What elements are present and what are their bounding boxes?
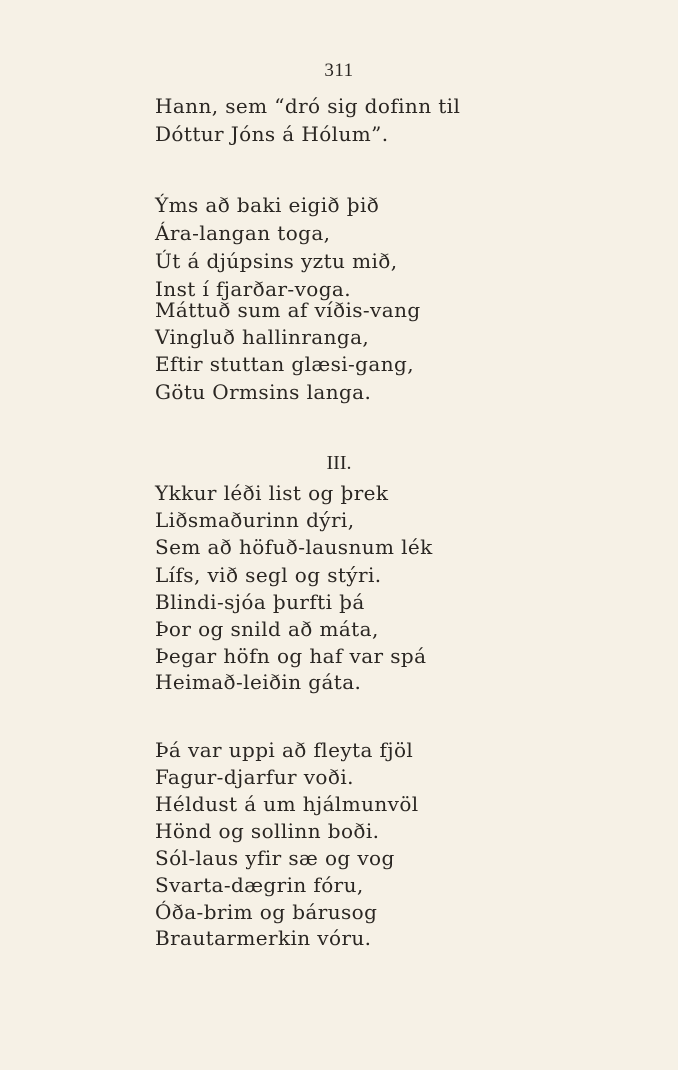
- stanza-3-line-7: Óða-brim og bárusog: [155, 900, 378, 924]
- stanza-2-line-6: Þor og snild að máta,: [155, 617, 379, 641]
- stanza-1-line-8: Götu Ormsins langa.: [155, 380, 372, 404]
- stanza-2-line-5: Blindi-sjóa þurfti þá: [155, 590, 365, 614]
- stanza-3-line-1: Þá var uppi að fleyta fjöl: [155, 738, 414, 762]
- stanza-2-line-4: Lífs, við segl og stýri.: [155, 563, 382, 587]
- section-heading: III.: [326, 452, 352, 474]
- stanza-2-line-7: Þegar höfn og haf var spá: [155, 644, 427, 668]
- stanza-2-line-3: Sem að höfuð-lausnum lék: [155, 535, 433, 559]
- stanza-3-line-2: Fagur-djarfur voði.: [155, 765, 354, 789]
- stanza-1-line-7: Eftir stuttan glæsi-gang,: [155, 352, 414, 376]
- intro-line-1: Hann, sem “dró sig dofinn til: [155, 94, 461, 118]
- stanza-1-line-5: Máttuð sum af víðis-vang: [155, 298, 421, 322]
- stanza-2-line-8: Heimað-leiðin gáta.: [155, 670, 362, 694]
- stanza-3-line-3: Héldust á um hjálmunvöl: [155, 792, 419, 816]
- stanza-3-line-4: Hönd og sollinn boði.: [155, 819, 380, 843]
- stanza-2-line-1: Ykkur léði list og þrek: [155, 481, 389, 505]
- stanza-1-line-4: Inst í fjarðar-voga.: [155, 277, 351, 301]
- stanza-1-line-6: Vingluð hallinranga,: [155, 325, 370, 349]
- intro-line-2: Dóttur Jóns á Hólum”.: [155, 122, 389, 146]
- stanza-1-line-1: Ýms að baki eigið þið: [155, 193, 380, 217]
- stanza-1-line-2: Ára-langan toga,: [155, 221, 331, 245]
- stanza-1-line-3: Út á djúpsins yztu mið,: [155, 249, 398, 273]
- page-number: 311: [324, 60, 354, 81]
- stanza-3-line-8: Brautarmerkin vóru.: [155, 926, 372, 950]
- stanza-3-line-5: Sól-laus yfir sæ og vog: [155, 846, 395, 870]
- stanza-3-line-6: Svarta-dægrin fóru,: [155, 873, 364, 897]
- stanza-2-line-2: Liðsmaðurinn dýri,: [155, 508, 355, 532]
